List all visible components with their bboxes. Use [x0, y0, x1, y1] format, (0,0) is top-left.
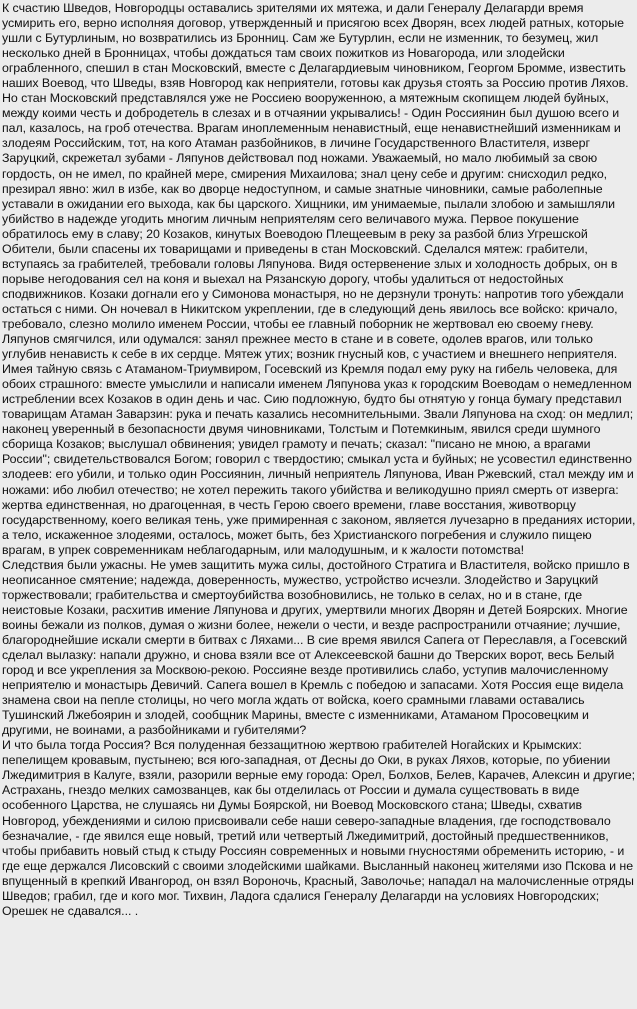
paragraph-4: И что была тогда Россия? Вся полуденная беззащитною жертвою грабителей Ногайских и Крымских: пепелищем кровавым, пустынею; вся юго-западная, от Десны до Оки, в руках Ляхов, которые, по убиении Лжедимитрия в Калуге, взяли, разорили верные ему города: Орел, Болхов, Белев, Карачев, Алексин и другие; Астрахань, гнездо мелких самозванцев, как бы отделилась от России и думала существовать в виде особенного Царства, не слушаясь ни Думы Боярской, ни Воевод Московского стана; Шведы, схватив Новгород, убеждениями и силою присвоивали себе наши северо-западные владения, где господствовало безначалие, - где явился еще новый, третий или четвертый Лжедимитрий, достойный предшественников, чтобы прибавить новый стыд к стыду Россиян современных и новыми гнусностями обременить историю, - и где еще держался Лисовский с своими злодейскими шайками. Высланный наконец жителями изо Пскова и не впущенный в крепкий Ивангород, он взял Вороночь, Красный, Заволочье; нападал на малочисленные отряды Шведов; грабил, где и кого мог. Тихвин, Ладога сдалися Генералу Делагарди на условиях Новгородских; Орешек не сдавался... .: [2, 738, 635, 918]
paragraph-2: Но стан Московский представлялся уже не Россиею вооруженною, а мятежным скопищем людей буйных, между коими честь и добродетель в слезах и в отчаянии укрывались! - Один Россиянин был душою всего и пал, казалось, на гроб отечества. Врагам иноплеменным ненавистный, еще ненавистнейший изменникам и злодеям Российским, тот, на кого Атаман разбойников, в личине Государственного Властителя, изверг Заруцкий, скрежетал зубами - Ляпунов действовал под ножами. Уважаемый, но мало любимый за свою гордость, он не имел, по крайней мере, смирения Михаилова; знал цену себе и другим: снисходил редко, презирал явно: жил в избе, как во дворце недоступном, и самые знатные чиновники, самые раболепные уставали в ожидании его выхода, как бы царского. Хищники, им унимаемые, пылали злобою и замышляли убийство в надежде угодить многим личным неприятелям сего величавого мужа. Первое покушение обратилось ему в славу; 20 Козаков, кинутых Воеводою Плещеевым в реку за разбой близ Угрешской Обители, были спасены их товарищами и приведены в стан Московский. Сделался мятеж: грабители, вступаясь за грабителей, требовали головы Ляпунова. Видя остервенение злых и холодность добрых, он в порыве негодования сел на коня и выехал на Рязанскую дорогу, чтобы удалиться от недостойных сподвижников. Козаки догнали его у Симонова монастыря, но не дерзнули тронуть: напротив того убеждали остаться с ними. Он ночевал в Никитском укреплении, где в следующий день явилось все войско: кричало, требовало, слезно молило именем России, чтобы ее главный поборник не жертвовал ею своему гневу. Ляпунов смягчился, или одумался: занял прежнее место в стане и в совете, одолев врагов, или только углубив ненависть к себе в их сердце. Мятеж утих; возник гнусный ков, с участием и внешнего неприятеля. Имея тайную связь с Атаманом-Триумвиром, Госевский из Кремля подал ему руку на гибель человека, для обоих страшного: вместе умыслили и написали именем Ляпунова указ к городским Воеводам о немедленном истреблении всех Козаков в один день и час. Сию подложную, будто бы отнятую у гонца бумагу представил товарищам Атаман Заварзин: рука и печать казались несомнительными. Звали Ляпунова на сход: он медлил; наконец уверенный в безопасности двумя чиновниками, Толстым и Потемкиным, явился среди шумного сборища Козаков; выслушал обвинения; увидел грамоту и печать; сказал: "писано не мною, а врагами России"; свидетельствовался Богом; говорил с твердостию; смыкал уста и буйных; не усовестил единственно злодеев: его убили, и только один Россиянин, личный неприятель Ляпунова, Иван Ржевский, стал между им и ножами: ибо любил отечество; не хотел пережить такого убийства и великодушно приял смерть от изверга: жертва единственная, но драгоценная, в честь Герою своего времени, главе восстания, животворцу государственному, коего великая тень, уже примиренная с законом, является лучезарно в преданиях истории, а тело, искаженное злодеями, осталось, может быть, без Христианского погребения и служило пищею врагам, в упрек современникам неблагодарным, или малодушным, и к жалости потомства!: [2, 91, 636, 557]
paragraph-1: К счастию Шведов, Новгородцы оставались зрителями их мятежа, и дали Генералу Делагарди время усмирить его, верно исполняя договор, утвержденный и присягою всех Дворян, всех людей ратных, которые ушли с Бутурлиным, но возвратились из Бронниц. Сам же Бутурлин, если не изменник, то безумец, жил несколько дней в Бронницах, чтобы дождаться там своих пожитков из Новагорода, или злодейски ограбленного, спешил в стан Московский, вместе с Делагардиевым чиновником, Георгом Бромме, известить наших Воевод, что Шведы, взяв Новгород как неприятели, готовы как друзья стоять за Россию против Ляхов.: [2, 1, 629, 91]
paragraph-3: Следствия были ужасны. Не умев защитить мужа силы, достойного Стратига и Властителя, войско пришло в неописанное смятение; надежда, доверенность, мужество, устройство исчезли. Злодейство и Заруцкий торжествовали; грабительства и смертоубийства возобновились, не только в селах, но и в стане, где неистовые Козаки, расхитив имение Ляпунова и других, умертвили многих Дворян и Детей Боярских. Многие воины бежали из полков, думая о жизни более, нежели о чести, и везде распространили отчаяние; лучшие, благороднейшие искали смерти в битвах с Ляхами... В сие время явился Сапега от Переславля, а Госевский сделал вылазку: напали дружно, и снова взяли все от Алексеевской башни до Тверских ворот, весь Белый город и все укрепления за Москвою-рекою. Россияне везде противились слабо, уступив малочисленному неприятелю и монастырь Девичий. Сапега вошел в Кремль с победою и запасами. Хотя Россия еще видела знамена свои на пепле столицы, но чего могла ждать от войска, коего срамными главами оставались Тушинский Лжебоярин и злодей, сообщник Марины, вместе с изменниками, Атаманом Просовецким и другими, не воинами, а разбойниками и губителями?: [2, 557, 630, 738]
